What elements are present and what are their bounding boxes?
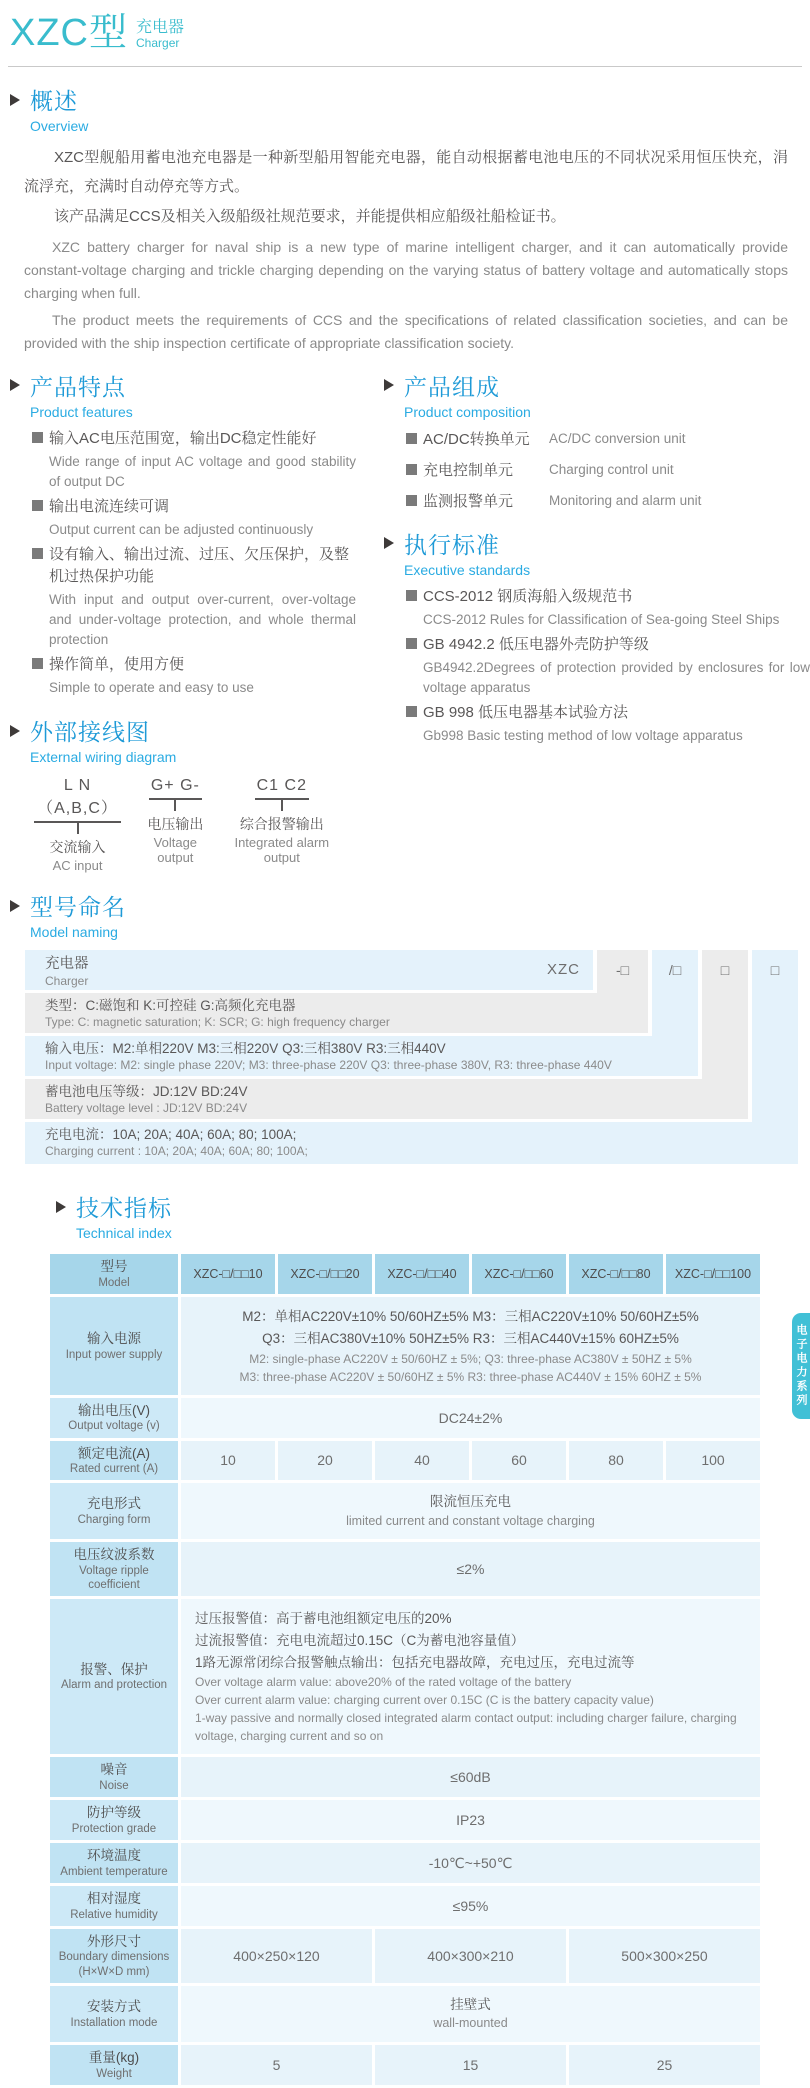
naming-row-charging-current: 充电电流：10A; 20A; 40A; 60A; 80; 100A; Charging current : 10A; 20A; 40A; 60A; 80; 100A; [25, 1122, 798, 1164]
wiring-title-cn: 外部接线图 [30, 719, 150, 746]
table-row-noise: 噪音 Noise ≤60dB [50, 1757, 760, 1797]
standards-title-en: Executive standards [404, 561, 531, 578]
connector-line [281, 800, 283, 811]
feature-item: 设有输入、输出过流、过压、欠压保护，及整机过热保护功能 With input and output over-current, over-voltage and under-voltage protection, and whole thermal protection [32, 544, 356, 650]
table-row-input-power: 输入电源 Input power supply M2：单相AC220V±10% 50/60HZ±5% M3：三相AC220V±10% 50/60HZ±5% Q3：三相AC380V±10% 50HZ±5% R3：三相AC440V±15% 60HZ±5% M2: single-phase AC220V ± 50/60HZ ± 5%; Q3: three-phase AC380V ± 50HZ ± 5% M3: three-phase AC220V ± 50/60HZ ± 5% R3: three-phase AC440V ± 15% 60HZ ± 5% [50, 1297, 760, 1394]
model-column-header: XZC-□/□□100 [666, 1254, 760, 1294]
composition-item: 监测报警单元 Monitoring and alarm unit [406, 490, 810, 511]
standard-item: GB 4942.2 低压电器外壳防护等级 GB4942.2Degrees of protection provided by enclosures for low voltage apparatus [406, 634, 810, 698]
section-marker-icon [10, 94, 20, 106]
section-wiring [0, 714, 356, 873]
naming-row-charger: 充电器 Charger XZC [25, 950, 593, 990]
features-title-cn: 产品特点 [30, 373, 126, 400]
naming-prefix: XZC [547, 961, 580, 979]
table-row-installation: 安装方式 Installation mode 挂壁式 wall-mounted [50, 1986, 760, 2042]
naming-code-voltage: /□ [652, 950, 698, 1076]
table-row-protection-grade: 防护等级 Protection grade IP23 [50, 1800, 760, 1840]
overview-paragraph-en-2: The product meets the requirements of CCS and the specifications of related classification societies, and can be provided with the ship inspection certificate of appropriate classification society. [24, 311, 788, 351]
wiring-terminal-group: C1 C2 综合报警输出 Integrated alarm output [234, 777, 330, 866]
technical-title-cn: 技术指标 [76, 1195, 172, 1222]
standard-item: GB 998 低压电器基本试验方法 Gb998 Basic testing method of low voltage apparatus [406, 702, 810, 746]
section-composition [374, 369, 810, 511]
section-marker-icon [56, 1201, 66, 1213]
table-row-ambient-temperature: 环境温度 Ambient temperature -10℃~+50℃ [50, 1843, 760, 1883]
naming-row-type: 类型：C:磁饱和 K:可控硅 G:高频化充电器 Type: C: magnetic saturation; K: SCR; G: high frequency charger [25, 993, 648, 1033]
section-marker-icon [10, 379, 20, 391]
section-overview [0, 83, 810, 355]
technical-title-en: Technical index [76, 1225, 172, 1242]
square-bullet-icon [406, 464, 417, 475]
wiring-title-en: External wiring diagram [30, 749, 177, 766]
wiring-terminal-group: G+ G- 电压输出 Voltage output [147, 777, 204, 866]
square-bullet-icon [406, 706, 417, 717]
section-marker-icon [384, 379, 394, 391]
section-technical [46, 1190, 810, 1241]
naming-row-input-voltage: 输入电压：M2:单相220V M3:三相220V Q3:三相380V R3:三相440V Input voltage: M2: single phase 220V; M3: three-phase 220V Q3: three-phase 380V, R3: three-phase 440V [25, 1036, 698, 1076]
technical-table [47, 1251, 763, 2087]
overview-title-en: Overview [30, 118, 89, 134]
table-row-weight: 重量(kg) Weight 5 15 25 [50, 2045, 760, 2085]
square-bullet-icon [32, 432, 43, 443]
table-header-row: 型号 Model XZC-□/□□10 XZC-□/□□20 XZC-□/□□40 XZC-□/□□60 XZC-□/□□80 XZC-□/□□100 [50, 1254, 760, 1294]
overview-paragraph-en-1: XZC battery charger for naval ship is a new type of marine intelligent charger, and it can automatically provide constant-voltage charging and trickle charging depending on the varying status of battery voltage and automatically stops charging when full. [24, 238, 788, 301]
section-standards [374, 527, 810, 746]
model-column-header: XZC-□/□□40 [375, 1254, 469, 1294]
square-bullet-icon [32, 500, 43, 511]
table-row-charging-form: 充电形式 Charging form 限流恒压充电 limited current and constant voltage charging [50, 1483, 760, 1539]
section-marker-icon [384, 537, 394, 549]
model-column-header: XZC-□/□□60 [472, 1254, 566, 1294]
table-row-output-voltage: 输出电压(V) Output voltage (v) DC24±2% [50, 1398, 760, 1438]
overview-paragraph-cn-1: XZC型舰船用蓄电池充电器是一种新型船用智能充电器，能自动根据蓄电池电压的不同状况采用恒压快充，涓流浮充，充满时自动停充等方式。 [24, 149, 788, 195]
wiring-diagram [34, 777, 356, 873]
square-bullet-icon [406, 433, 417, 444]
composition-title-cn: 产品组成 [404, 373, 500, 400]
table-row-ripple: 电压纹波系数 Voltage ripple coefficient ≤2% [50, 1542, 760, 1596]
square-bullet-icon [406, 638, 417, 649]
overview-title-cn: 概述 [30, 88, 78, 114]
section-marker-icon [10, 725, 20, 737]
connector-line [77, 823, 79, 834]
product-model-title: XZC型 [10, 12, 129, 54]
section-marker-icon [10, 900, 20, 912]
table-row-alarm-protection: 报警、保护 Alarm and protection 过压报警值：高于蓄电池组额定电压的20% 过流报警值：充电电流超过0.15C（C为蓄电池容量值） 1路无源常闭综合报警触点输出：包括充电器故障，充电过压，充电过流等 Over voltage alarm value: above20% of the rated voltage of the battery Over current alarm value: charging current over 0.15C (C is the battery capacity value) 1-way passive and normally closed integrated alarm contact output: including charger failure, charging voltage, charging current and so on [50, 1599, 760, 1754]
overview-paragraph-cn-2: 该产品满足CCS及相关入级船级社规范要求，并能提供相应船级社船检证书。 [54, 208, 566, 225]
section-naming [0, 889, 810, 1164]
product-name-cn: 充电器 [136, 19, 185, 37]
model-column-header: XZC-□/□□10 [181, 1254, 275, 1294]
table-row-rated-current: 额定电流(A) Rated current (A) 10 20 40 60 80 100 [50, 1441, 760, 1481]
model-naming-diagram [25, 950, 798, 1164]
header-divider [8, 66, 802, 67]
standard-item: CCS-2012 钢质海船入级规范书 CCS-2012 Rules for Classification of Sea-going Steel Ships [406, 586, 810, 630]
square-bullet-icon [406, 495, 417, 506]
wiring-terminal-group: L N（A,B,C） 交流输入 AC input [34, 777, 121, 873]
naming-code-battery: □ [702, 950, 748, 1119]
product-name-en: Charger [136, 35, 180, 50]
model-column-header: XZC-□/□□80 [569, 1254, 663, 1294]
naming-row-battery-level: 蓄电池电压等级：JD:12V BD:24V Battery voltage level : JD:12V BD:24V [25, 1079, 748, 1119]
naming-code-type: -□ [597, 950, 648, 1033]
composition-item: 充电控制单元 Charging control unit [406, 459, 810, 480]
connector-line [174, 800, 176, 811]
composition-title-en: Product composition [404, 403, 531, 420]
naming-title-cn: 型号命名 [30, 894, 126, 921]
square-bullet-icon [406, 590, 417, 601]
section-features [0, 369, 356, 699]
table-row-dimensions: 外形尺寸 Boundary dimensions (H×W×D mm) 400×250×120 400×300×210 500×300×250 [50, 1929, 760, 1983]
feature-item: 输入AC电压范围宽，输出DC稳定性能好 Wide range of input AC voltage and good stability of output DC [32, 428, 356, 492]
composition-item: AC/DC转换单元 AC/DC conversion unit [406, 428, 810, 449]
square-bullet-icon [32, 658, 43, 669]
table-row-relative-humidity: 相对湿度 Relative humidity ≤95% [50, 1886, 760, 1926]
feature-item: 输出电流连续可调 Output current can be adjusted continuously [32, 496, 356, 540]
features-title-en: Product features [30, 403, 133, 420]
model-column-header: XZC-□/□□20 [278, 1254, 372, 1294]
naming-code-current: □ [752, 950, 798, 1164]
naming-title-en: Model naming [30, 924, 118, 941]
series-side-tab-label: 电子电力系列 [795, 1324, 807, 1408]
page-header [0, 0, 810, 52]
square-bullet-icon [32, 548, 43, 559]
product-name-block [136, 19, 184, 52]
series-side-tab [792, 1313, 810, 1419]
feature-item: 操作简单，使用方便 Simple to operate and easy to use [32, 654, 356, 698]
standards-title-cn: 执行标准 [404, 531, 500, 558]
